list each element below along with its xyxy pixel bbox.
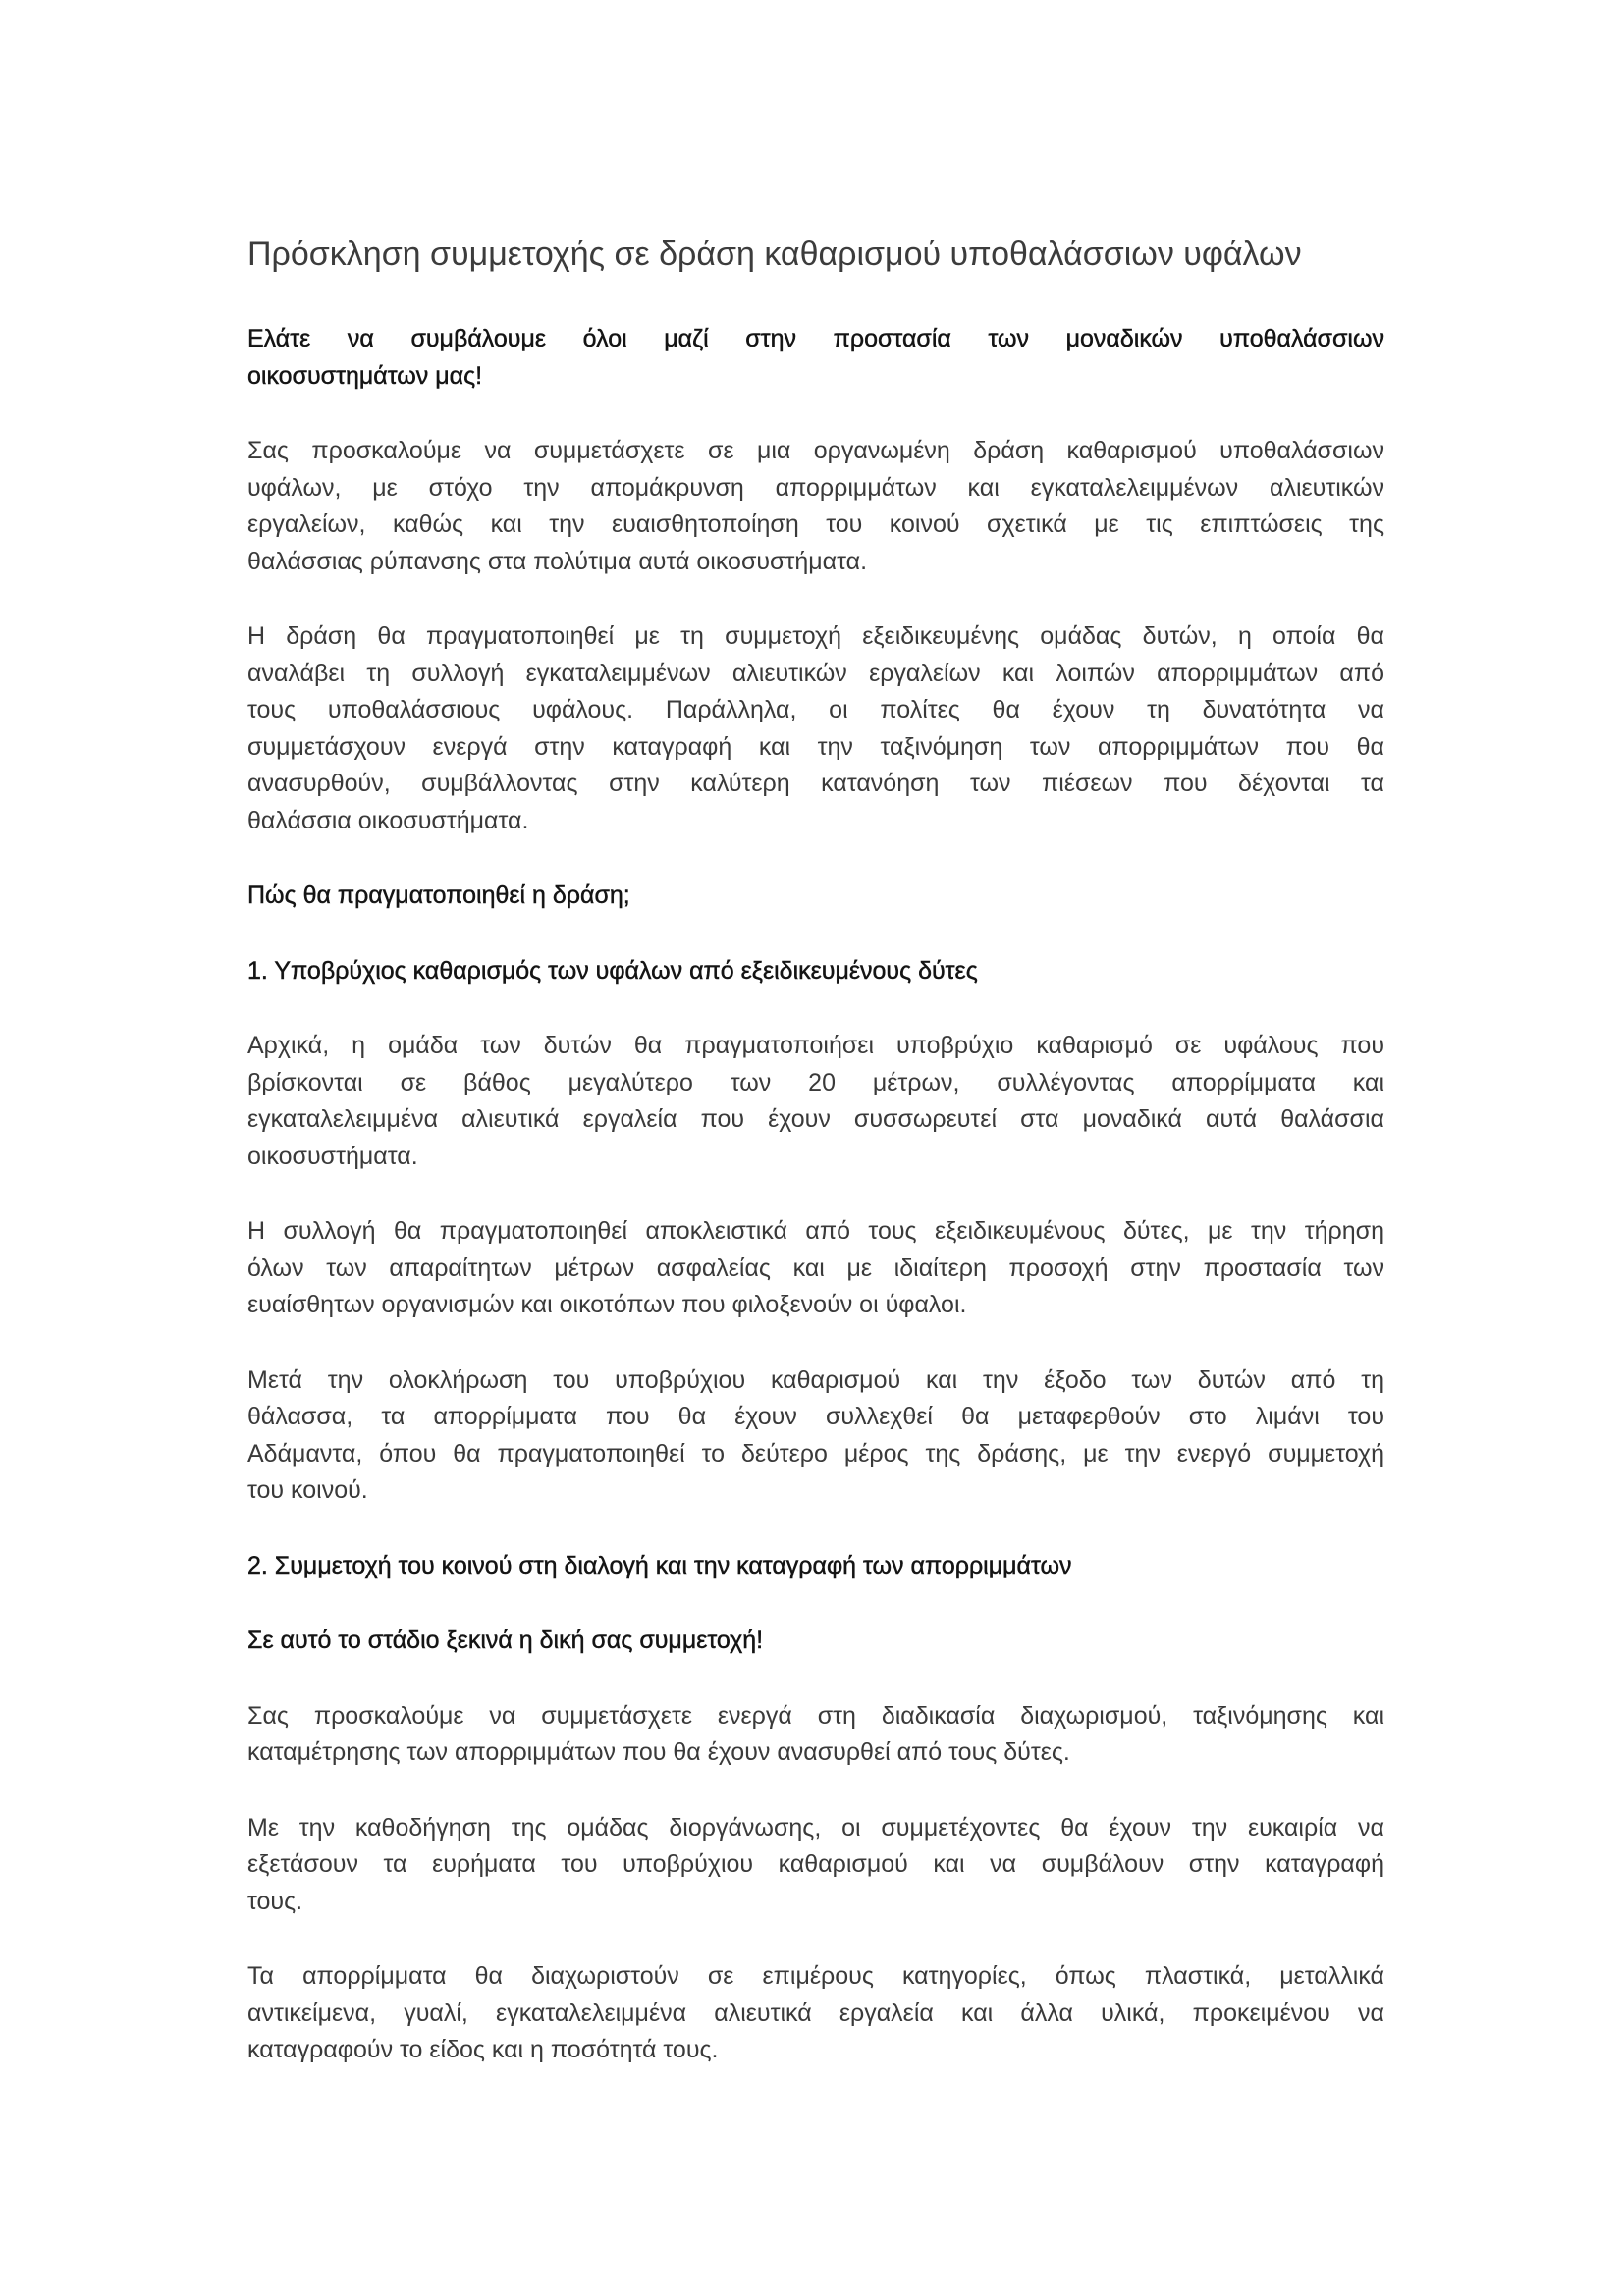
paragraph-line: συμμετάσχουν ενεργά στην καταγραφή και την ταξινόμηση των απορριμμάτων που θα — [247, 732, 1384, 761]
paragraph-line: ευαίσθητων οργανισμών και οικοτόπων που φιλοξενούν οι ύφαλοι. — [247, 1291, 967, 1318]
paragraph-line: Σας προσκαλούμε να συμμετάσχετε σε μια οργανωμένη δράση καθαρισμού υποθαλάσσιων — [247, 437, 1384, 464]
paragraph-line: καταγραφούν το είδος και η ποσότητά τους. — [247, 2036, 719, 2063]
paragraph-line: υφάλων, με στόχο την απομάκρυνση απορριμμάτων και εγκαταλελειμμένων αλιευτικών — [247, 473, 1384, 502]
intro-heading-line: οικοσυστημάτων μας! — [247, 361, 483, 390]
paragraph-line: Αδάμαντα, όπου θα πραγματοποιηθεί το δεύτερο μέρος της δράσης, με την ενεργό συμμετοχή — [247, 1439, 1384, 1468]
step-1-paragraph — [247, 1213, 1384, 1324]
paragraph-line: Η συλλογή θα πραγματοποιηθεί αποκλειστικά από τους εξειδικευμένους δύτες, με την τήρηση — [247, 1217, 1384, 1245]
paragraph-line: ανασυρθούν, συμβάλλοντας στην καλύτερη κατανόηση των πιέσεων που δέχονται τα — [247, 770, 1384, 797]
intro-paragraph — [247, 618, 1384, 839]
paragraph-line: θαλάσσιας ρύπανσης στα πολύτιμα αυτά οικοσυστήματα. — [247, 547, 868, 575]
intro-heading — [247, 321, 1384, 395]
paragraph-line: Η δράση θα πραγματοποιηθεί με τη συμμετοχή εξειδικευμένης ομάδας δυτών, η οποία θα — [247, 622, 1384, 650]
paragraph-line: θαλάσσια οικοσυστήματα. — [247, 806, 529, 834]
paragraph-line: εγκαταλελειμμένα αλιευτικά εργαλεία που έχουν συσσωρευτεί στα μοναδικά αυτά θαλάσσια — [247, 1105, 1384, 1133]
paragraph-line: θάλασσα, τα απορρίμματα που θα έχουν συλλεχθεί θα μεταφερθούν στο λιμάνι του — [247, 1403, 1384, 1430]
intro-heading-line: Ελάτε να συμβάλουμε όλοι μαζί στην προστασία των μοναδικών υποθαλάσσιων — [247, 325, 1384, 352]
step-2-subheading: Σε αυτό το στάδιο ξεκινά η δική σας συμμετοχή! — [247, 1627, 764, 1654]
paragraph-line: όλων των απαραίτητων μέτρων ασφαλείας και με ιδιαίτερη προσοχή στην προστασία των — [247, 1254, 1384, 1282]
step-1-paragraph — [247, 1362, 1384, 1510]
step-1-paragraph — [247, 1028, 1384, 1175]
step-2-paragraph — [247, 1698, 1384, 1772]
paragraph-line: Μετά την ολοκλήρωση του υποβρύχιου καθαρισμού και την έξοδο των δυτών από τη — [247, 1365, 1384, 1394]
paragraph-line: αντικείμενα, γυαλί, εγκαταλελειμμένα αλιευτικά εργαλεία και άλλα υλικά, προκειμένου να — [247, 1999, 1384, 2027]
step-1-heading: 1. Υποβρύχιος καθαρισμός των υφάλων από εξειδικευμένους δύτες — [247, 956, 978, 985]
paragraph-line: οικοσυστήματα. — [247, 1142, 418, 1170]
paragraph-line: αναλάβει τη συλλογή εγκαταλειμμένων αλιευτικών εργαλείων και λοιπών απορριμμάτων από — [247, 659, 1384, 687]
paragraph-line: Σας προσκαλούμε να συμμετάσχετε ενεργά στη διαδικασία διαχωρισμού, ταξινόμησης και — [247, 1701, 1384, 1730]
paragraph-line: Αρχικά, η ομάδα των δυτών θα πραγματοποιήσει υποβρύχιο καθαρισμό σε υφάλους που — [247, 1032, 1384, 1059]
paragraph-line: τους υποθαλάσσιους υφάλους. Παράλληλα, οι πολίτες θα έχουν τη δυνατότητα να — [247, 696, 1384, 723]
step-2-paragraph — [247, 1810, 1384, 1921]
paragraph-line: Με την καθοδήγηση της ομάδας διοργάνωσης, οι συμμετέχοντες θα έχουν την ευκαιρία να — [247, 1813, 1384, 1842]
paragraph-line: Τα απορρίμματα θα διαχωριστούν σε επιμέρους κατηγορίες, όπως πλαστικά, μεταλλικά — [247, 1962, 1384, 1990]
step-2-heading: 2. Συμμετοχή του κοινού στη διαλογή και την καταγραφή των απορριμμάτων — [247, 1551, 1072, 1579]
paragraph-line: βρίσκονται σε βάθος μεγαλύτερο των 20 μέτρων, συλλέγοντας απορρίμματα και — [247, 1068, 1384, 1096]
document-title: Πρόσκληση συμμετοχής σε δράση καθαρισμού υποθαλάσσιων υφάλων — [247, 236, 1302, 273]
paragraph-line: εξετάσουν τα ευρήματα του υποβρύχιου καθαρισμού και να συμβάλουν στην καταγραφή — [247, 1850, 1384, 1878]
paragraph-line: καταμέτρησης των απορριμμάτων που θα έχουν ανασυρθεί από τους δύτες. — [247, 1738, 1070, 1766]
intro-paragraph — [247, 433, 1384, 580]
paragraph-line: του κοινού. — [247, 1476, 368, 1504]
step-2-paragraph — [247, 1958, 1384, 2069]
paragraph-line: εργαλείων, καθώς και την ευαισθητοποίηση του κοινού σχετικά με τις επιπτώσεις της — [247, 510, 1384, 538]
paragraph-line: τους. — [247, 1887, 303, 1915]
section-heading-how: Πώς θα πραγματοποιηθεί η δράση; — [247, 881, 630, 909]
